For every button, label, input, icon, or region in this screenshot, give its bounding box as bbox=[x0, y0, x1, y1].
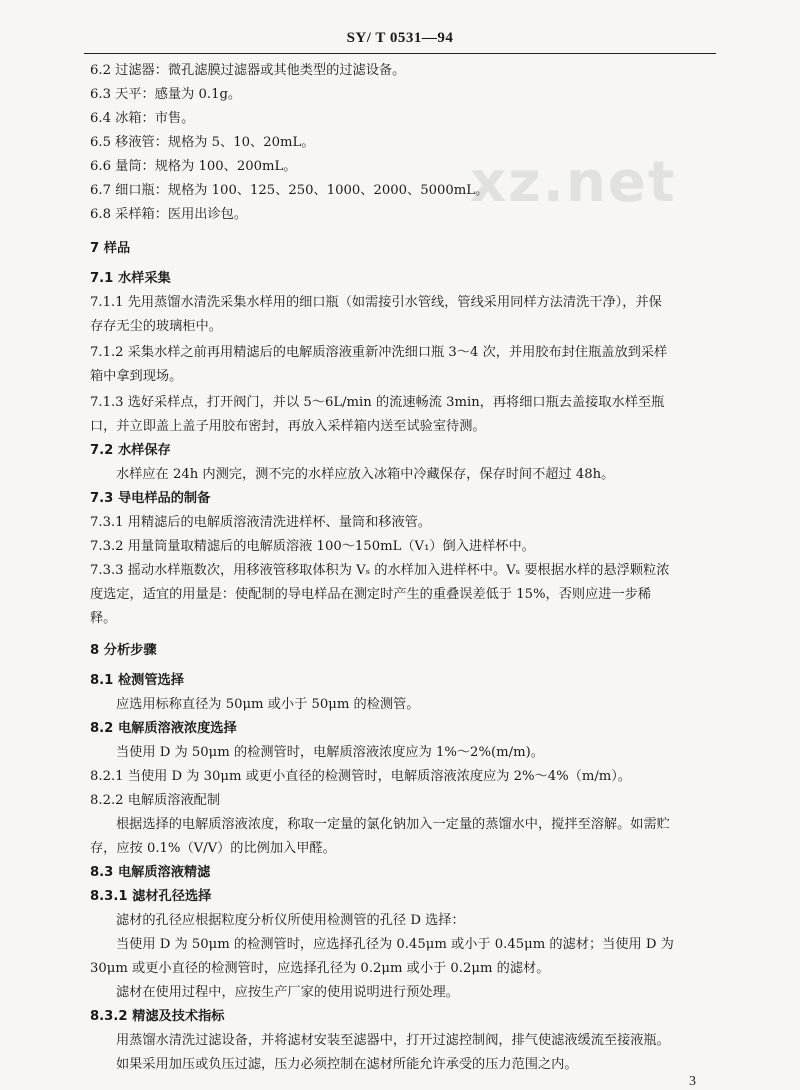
subsection-heading: 8.3 电解质溶液精滤 bbox=[90, 865, 211, 880]
text-line: 存，应按 0.1%（V/V）的比例加入甲醛。 bbox=[90, 841, 336, 856]
text-line: 6.2 过滤器：微孔滤膜过滤器或其他类型的过滤设备。 bbox=[90, 63, 406, 78]
watermark: xz.net bbox=[470, 150, 677, 215]
text-line: 6.7 细口瓶：规格为 100、125、250、1000、2000、5000mL。 bbox=[90, 183, 489, 198]
text-line: 应选用标称直径为 50μm 或小于 50μm 的检测管。 bbox=[116, 697, 420, 712]
text-line: 8.2.1 当使用 D 为 30μm 或更小直径的检测管时，电解质溶液浓度应为 2%～4%（m/m）。 bbox=[90, 769, 632, 784]
text-line: 根据选择的电解质溶液浓度，称取一定量的氯化钠加入一定量的蒸馏水中，搅拌至溶解。如需贮 bbox=[116, 817, 670, 832]
text-line: 6.6 量筒：规格为 100、200mL。 bbox=[90, 159, 297, 174]
text-line: 当使用 D 为 50μm 的检测管时，电解质溶液浓度应为 1%～2%(m/m)。 bbox=[116, 745, 544, 760]
text-line: 滤材在使用过程中，应按生产厂家的使用说明进行预处理。 bbox=[116, 985, 459, 1000]
subsection-heading: 8.1 检测管选择 bbox=[90, 673, 184, 688]
text-line: 6.5 移液管：规格为 5、10、20mL。 bbox=[90, 135, 315, 150]
text-line: 7.1.1 先用蒸馏水清洗采集水样用的细口瓶（如需接引水管线，管线采用同样方法清洗干净），并保 bbox=[90, 295, 662, 310]
subsection-heading: 7.3 导电样品的制备 bbox=[90, 491, 211, 506]
text-line: 释。 bbox=[90, 611, 117, 626]
text-line: 当使用 D 为 50μm 的检测管时，应选择孔径为 0.45μm 或小于 0.45μm 的滤材；当使用 D 为 bbox=[116, 937, 674, 952]
text-line: 存存无尘的玻璃柜中。 bbox=[90, 319, 222, 334]
subsection-heading: 8.3.2 精滤及技术指标 bbox=[90, 1009, 225, 1024]
standard-code-header: SY/ T 0531—94 bbox=[346, 30, 454, 46]
text-line: 8.2.2 电解质溶液配制 bbox=[90, 793, 221, 808]
section-heading: 8 分析步骤 bbox=[90, 643, 157, 658]
page-number: 3 bbox=[689, 1074, 696, 1089]
text-line: 滤材的孔径应根据粒度分析仪所使用检测管的孔径 D 选择： bbox=[116, 913, 465, 928]
text-line: 箱中拿到现场。 bbox=[90, 369, 183, 384]
text-line: 6.8 采样箱：医用出诊包。 bbox=[90, 207, 248, 222]
text-line: 7.3.3 摇动水样瓶数次，用移液管移取体积为 Vₛ 的水样加入进样杯中。Vₛ 要根据水样的悬浮颗粒浓 bbox=[90, 563, 670, 578]
subsection-heading: 7.2 水样保存 bbox=[90, 443, 171, 458]
subsection-heading: 8.3.1 滤材孔径选择 bbox=[90, 889, 212, 904]
text-line: 用蒸馏水清洗过滤设备，并将滤材安装至滤器中，打开过滤控制阀，排气使滤液缓流至接液瓶。 bbox=[116, 1033, 670, 1048]
text-line: 度选定，适宜的用量是：使配制的导电样品在测定时产生的重叠误差低于 15%，否则应进一步稀 bbox=[90, 587, 651, 602]
text-line: 6.4 冰箱：市售。 bbox=[90, 111, 195, 126]
text-line: 7.3.2 用量筒量取精滤后的电解质溶液 100～150mL（V₁）倒入进样杯中。 bbox=[90, 539, 535, 554]
section-heading: 7 样品 bbox=[90, 241, 131, 256]
text-line: 6.3 天平：感量为 0.1g。 bbox=[90, 87, 242, 102]
subsection-heading: 7.1 水样采集 bbox=[90, 271, 171, 286]
text-line: 口，并立即盖上盖子用胶布密封，再放入采样箱内送至试验室待测。 bbox=[90, 419, 486, 434]
subsection-heading: 8.2 电解质溶液浓度选择 bbox=[90, 721, 237, 736]
text-line: 7.3.1 用精滤后的电解质溶液清洗进样杯、量筒和移液管。 bbox=[90, 515, 432, 530]
text-line: 水样应在 24h 内测完，测不完的水样应放入冰箱中冷藏保存，保存时间不超过 48h。 bbox=[116, 467, 615, 482]
text-line: 7.1.2 采集水样之前再用精滤后的电解质溶液重新冲洗细口瓶 3～4 次，并用胶布封住瓶盖放到采样 bbox=[90, 345, 668, 360]
text-line: 30μm 或更小直径的检测管时，应选择孔径为 0.2μm 或小于 0.2μm 的滤材。 bbox=[90, 961, 550, 976]
header-rule bbox=[84, 53, 716, 54]
text-line: 7.1.3 选好采样点，打开阀门，并以 5～6L/min 的流速畅流 3min，再将细口瓶去盖接取水样至瓶 bbox=[90, 395, 665, 410]
text-line: 如果采用加压或负压过滤，压力必须控制在滤材所能允许承受的压力范围之内。 bbox=[116, 1057, 578, 1072]
